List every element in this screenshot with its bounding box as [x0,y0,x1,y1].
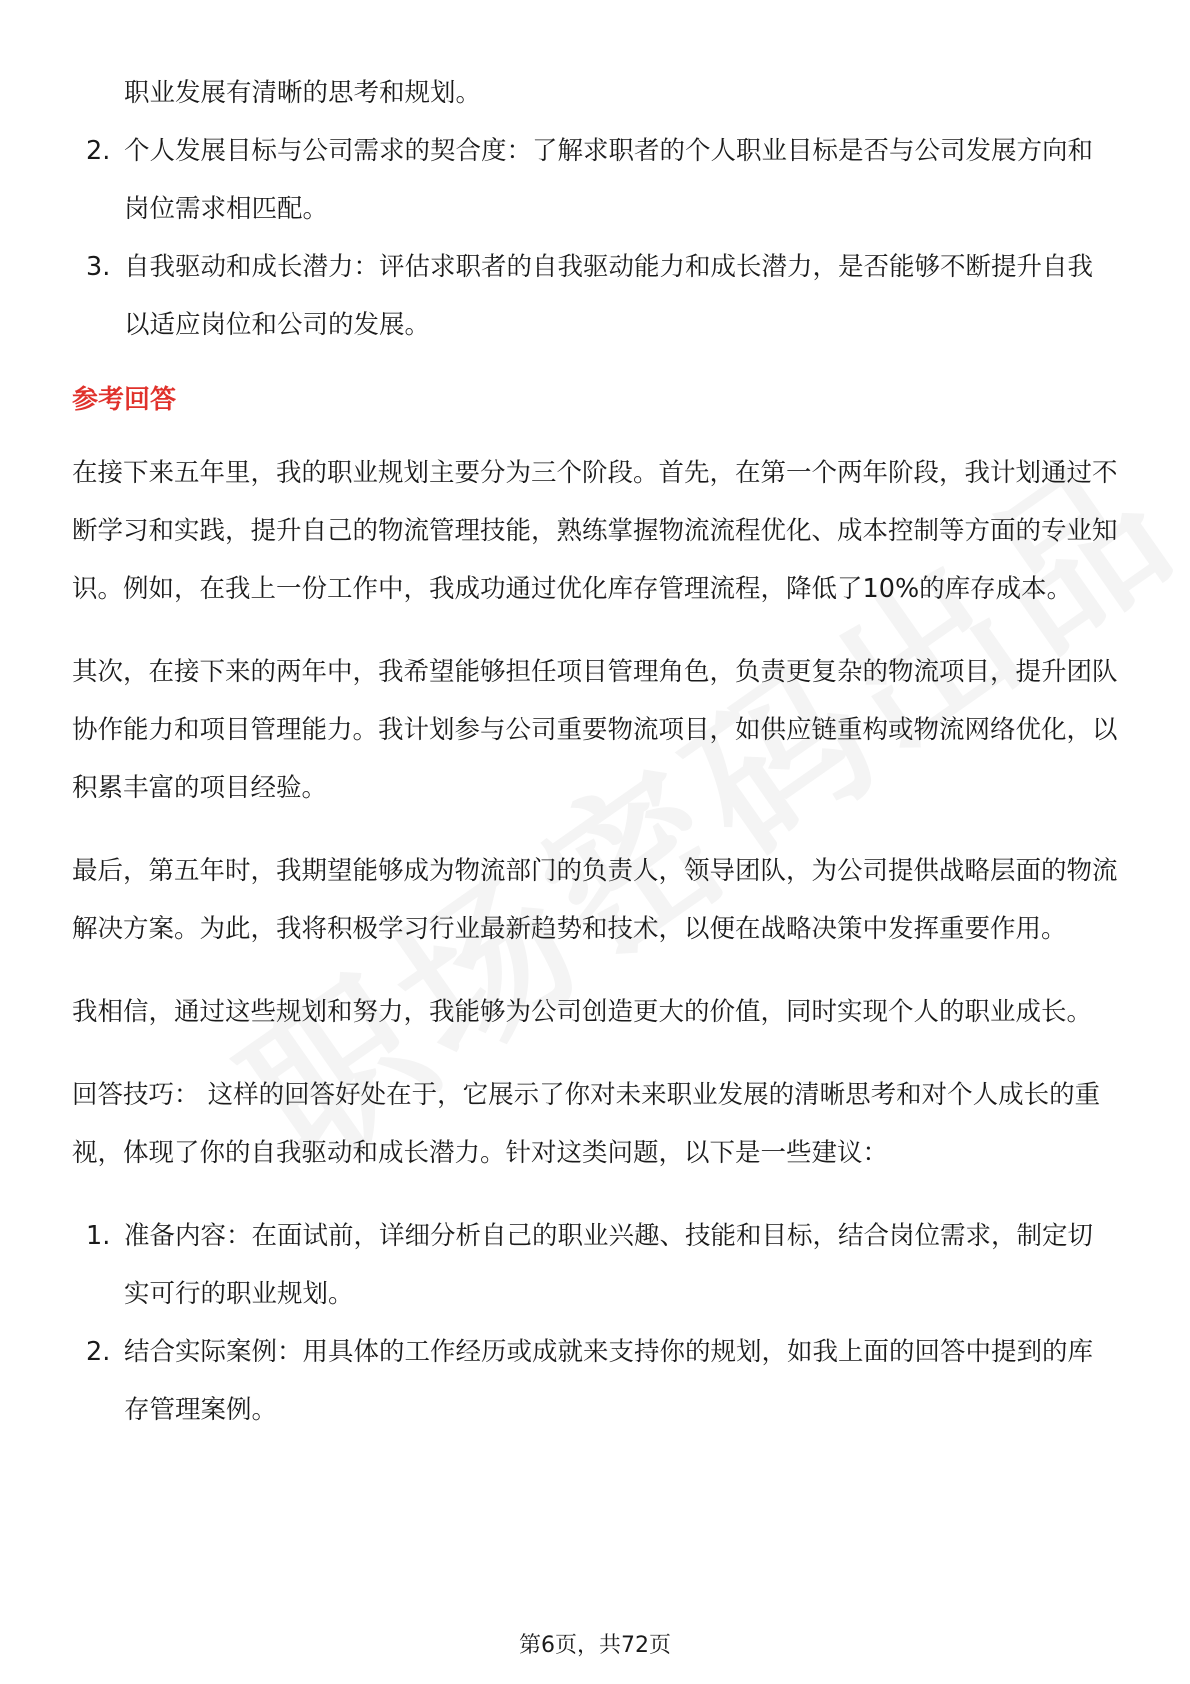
evaluation-list [72,122,1118,354]
list-number: 3. [86,252,111,282]
section-title: 参考回答 [72,385,177,415]
list-item-text: 结合实际案例：用具体的工作经历或成就来支持你的规划，如我上面的回答中提到的库存管理案例。 [124,1337,1094,1425]
list-item [72,122,1118,238]
list-number: 2. [86,1337,111,1367]
list-item [72,1323,1118,1439]
list-item [72,238,1118,354]
answer-paragraph: 最后，第五年时，我期望能够成为物流部门的负责人，领导团队，为公司提供战略层面的物流解决方案。为此，我将积极学习行业最新趋势和技术，以便在战略决策中发挥重要作用。 [72,856,1118,944]
list-item-continuation: 职业发展有清晰的思考和规划。 [124,78,482,108]
tips-list [72,1207,1118,1439]
answer-paragraph: 在接下来五年里，我的职业规划主要分为三个阶段。首先，在第一个两年阶段，我计划通过不断学习和实践，提升自己的物流管理技能，熟练掌握物流流程优化、成本控制等方面的专业知识。例如，在我上一份工作中，我成功通过优化库存管理流程，降低了10%的库存成本。 [72,458,1118,604]
list-item-text: 准备内容：在面试前，详细分析自己的职业兴趣、技能和目标，结合岗位需求，制定切实可行的职业规划。 [124,1221,1094,1309]
answer-paragraph: 其次，在接下来的两年中，我希望能够担任项目管理角色，负责更复杂的物流项目，提升团队协作能力和项目管理能力。我计划参与公司重要物流项目，如供应链重构或物流网络优化，以积累丰富的项目经验。 [72,657,1118,803]
list-item-text: 个人发展目标与公司需求的契合度：了解求职者的个人职业目标是否与公司发展方向和岗位需求相匹配。 [124,136,1094,224]
page-content [72,64,1118,1439]
list-item-text: 自我驱动和成长潜力：评估求职者的自我驱动能力和成长潜力，是否能够不断提升自我以适应岗位和公司的发展。 [124,252,1094,340]
list-number: 2. [86,136,111,166]
page-footer: 第6页，共72页 [519,1633,671,1658]
list-item [72,1207,1118,1323]
answer-paragraph: 我相信，通过这些规划和努力，我能够为公司创造更大的价值，同时实现个人的职业成长。 [72,997,1093,1027]
answer-tips-paragraph: 回答技巧： 这样的回答好处在于，它展示了你对未来职业发展的清晰思考和对个人成长的重视，体现了你的自我驱动和成长潜力。针对这类问题，以下是一些建议： [72,1080,1101,1168]
list-number: 1. [86,1221,111,1251]
